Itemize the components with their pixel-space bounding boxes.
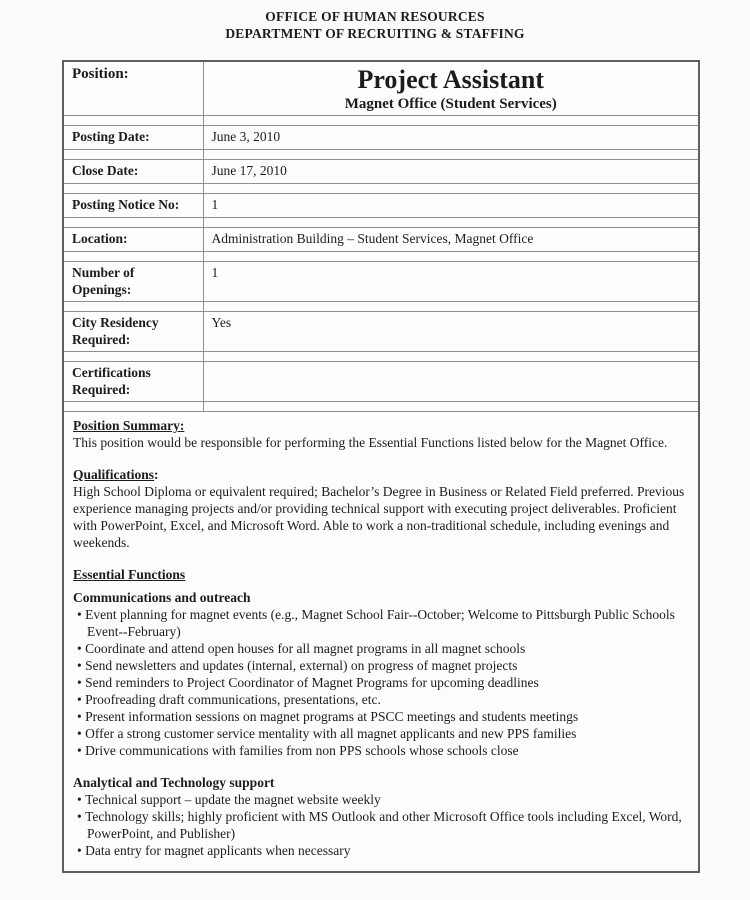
- spacer-row: [63, 252, 699, 262]
- location-value: Administration Building – Student Services, Magnet Office: [203, 228, 699, 252]
- position-summary-heading: Position Summary:: [73, 418, 185, 433]
- header-department-line: DEPARTMENT OF RECRUITING & STAFFING: [225, 26, 525, 41]
- qualifications-body: High School Diploma or equivalent required; Bachelor’s Degree in Business or Related Field preferred. Previous experience managing projects and/or providing technical support with executing project deliverables. Proficient with PowerPoint, Excel, and Microsoft Word. Able to work a non-traditional schedule, including evenings and weekends.: [73, 484, 685, 550]
- table-row-posting-notice: [63, 194, 699, 218]
- qualifications-heading-colon: :: [154, 467, 159, 482]
- spacer-row: [63, 150, 699, 160]
- spacer-row: [63, 116, 699, 126]
- position-label: Position:: [63, 61, 203, 116]
- bullet-item: • Event planning for magnet events (e.g., Magnet School Fair--October; Welcome to Pittsburgh Public Schools Event--February): [73, 606, 689, 640]
- table-row-posting-date: [63, 126, 699, 150]
- communications-heading: Communications and outreach: [73, 590, 251, 605]
- table-row-openings: [63, 262, 699, 302]
- posting-notice-value: 1: [203, 194, 699, 218]
- qualifications-heading: Qualifications: [73, 467, 155, 482]
- residency-label: City Residency Required:: [63, 312, 203, 352]
- location-label: Location:: [63, 228, 203, 252]
- position-summary-body: This position would be responsible for performing the Essential Functions listed below for the Magnet Office.: [73, 435, 668, 450]
- details-section: [63, 412, 699, 872]
- close-date-label: Close Date:: [63, 160, 203, 184]
- position-subtitle: Magnet Office (Student Services): [344, 96, 557, 112]
- position-summary-section: [73, 417, 689, 451]
- details-row: [63, 412, 699, 872]
- essential-functions-section: [73, 566, 689, 583]
- bullet-item: • Send newsletters and updates (internal, external) on progress of magnet projects: [73, 657, 689, 674]
- bullet-item: • Drive communications with families from non PPS schools whose schools close: [73, 742, 689, 759]
- bullet-item: • Technology skills; highly proficient with MS Outlook and other Microsoft Office tools including Excel, Word, PowerPoint, and Publisher): [73, 808, 689, 842]
- close-date-value: June 17, 2010: [203, 160, 699, 184]
- bullet-item: • Proofreading draft communications, presentations, etc.: [73, 691, 689, 708]
- job-posting-table: [62, 60, 700, 873]
- spacer-row: [63, 184, 699, 194]
- analytical-section: [73, 774, 689, 859]
- communications-section: [73, 589, 689, 759]
- posting-notice-label: Posting Notice No:: [63, 194, 203, 218]
- posting-date-label: Posting Date:: [63, 126, 203, 150]
- residency-value: Yes: [203, 312, 699, 352]
- header-office-line: OFFICE OF HUMAN RESOURCES: [265, 9, 485, 24]
- bullet-item: • Offer a strong customer service mentality with all magnet applicants and new PPS families: [73, 725, 689, 742]
- spacer-row: [63, 302, 699, 312]
- certifications-value: [203, 362, 699, 402]
- qualifications-section: [73, 466, 689, 551]
- position-title: Project Assistant: [357, 65, 545, 94]
- spacer-row: [63, 402, 699, 412]
- openings-label: Number of Openings:: [63, 262, 203, 302]
- position-row: [63, 61, 699, 116]
- spacer-row: [63, 218, 699, 228]
- document-header: [0, 0, 750, 42]
- certifications-label: Certifications Required:: [63, 362, 203, 402]
- bullet-item: • Data entry for magnet applicants when necessary: [73, 842, 689, 859]
- spacer-row: [63, 352, 699, 362]
- bullet-item: • Present information sessions on magnet programs at PSCC meetings and students meetings: [73, 708, 689, 725]
- table-row-close-date: [63, 160, 699, 184]
- table-row-certifications: [63, 362, 699, 402]
- bullet-item: • Coordinate and attend open houses for all magnet programs in all magnet schools: [73, 640, 689, 657]
- openings-value: 1: [203, 262, 699, 302]
- position-cell: [203, 61, 699, 116]
- table-row-residency: [63, 312, 699, 352]
- essential-functions-heading: Essential Functions: [73, 567, 186, 582]
- analytical-heading: Analytical and Technology support: [73, 775, 275, 790]
- posting-date-value: June 3, 2010: [203, 126, 699, 150]
- table-row-location: [63, 228, 699, 252]
- bullet-item: • Technical support – update the magnet website weekly: [73, 791, 689, 808]
- bullet-item: • Send reminders to Project Coordinator of Magnet Programs for upcoming deadlines: [73, 674, 689, 691]
